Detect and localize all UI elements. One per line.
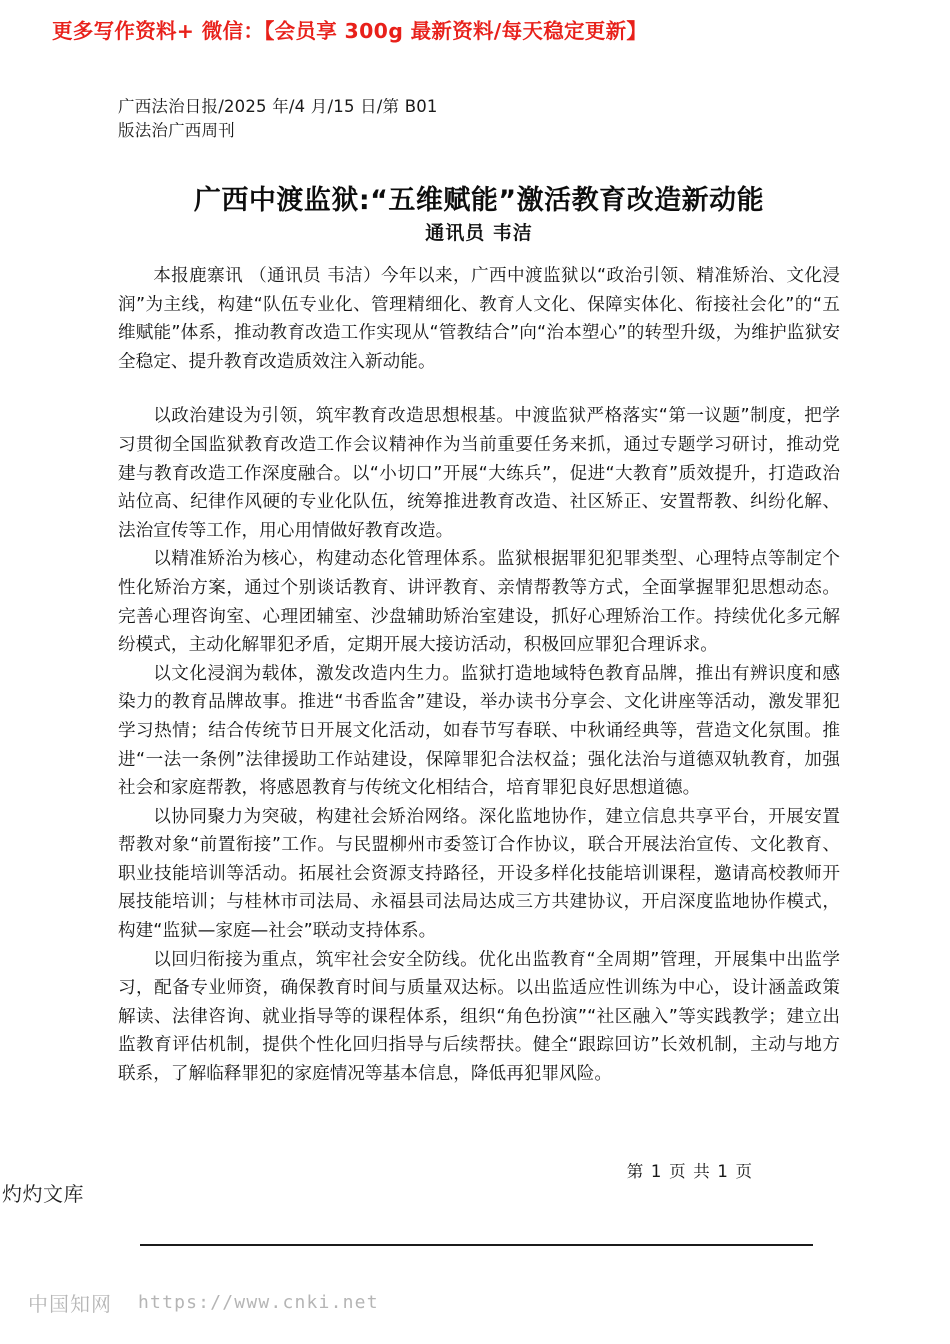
article-paragraph: 以精准矫治为核心，构建动态化管理体系。监狱根据罪犯犯罪类型、心理特点等制定个性化矫治方案，通过个别谈话教育、讲评教育、亲情帮教等方式，全面掌握罪犯思想动态。完善心理咨询室、心理团辅室、沙盘辅助矫治室建设，抓好心理矫治工作。持续优化多元解纷模式，主动化解罪犯矛盾，定期开展大接访活动，积极回应罪犯合理诉求。: [118, 549, 840, 656]
article-body: [118, 262, 840, 1089]
masthead: [118, 95, 538, 143]
footer-divider: [140, 1244, 813, 1246]
masthead-line-2: 版法治广西周刊: [118, 121, 235, 140]
library-watermark: 灼灼文库: [2, 1182, 84, 1206]
cnki-url: https://www.cnki.net: [138, 1292, 379, 1313]
article-paragraph: 以协同聚力为突破，构建社会矫治网络。深化监地协作，建立信息共享平台，开展安置帮教对象“前置衔接”工作。与民盟柳州市委签订合作协议，联合开展法治宣传、文化教育、职业技能培训等活动。拓展社会资源支持路径，开设多样化技能培训课程，邀请高校教师开展技能培训；与桂林市司法局、永福县司法局达成三方共建协议，开启深度监地协作模式，构建“监狱—家庭—社会”联动支持体系。: [118, 806, 840, 942]
article-headline: 广西中渡监狱:“五维赋能”激活教育改造新动能: [193, 185, 765, 217]
article-paragraph: 本报鹿寨讯 （通讯员 韦洁）今年以来，广西中渡监狱以“政治引领、精准矫治、文化浸润”为主线，构建“队伍专业化、管理精细化、教育人文化、保障实体化、衔接社会化”的“五维赋能”体系，推动教育改造工作实现从“管教结合”向“治本塑心”的转型升级，为维护监狱安全稳定、提升教育改造质效注入新动能。: [118, 266, 840, 372]
article-byline: 通讯员 韦洁: [425, 222, 533, 244]
cnki-watermark: [28, 1288, 379, 1317]
page-number: 第 1 页 共 1 页: [626, 1162, 754, 1181]
article-paragraph: 以文化浸润为载体，激发改造内生力。监狱打造地域特色教育品牌，推出有辨识度和感染力的教育品牌故事。推进“书香监舍”建设，举办读书分享会、文化讲座等活动，激发罪犯学习热情；结合传统节日开展文化活动，如春节写春联、中秋诵经典等，营造文化氛围。推进“一法一条例”法律援助工作站建设，保障罪犯合法权益；强化法治与道德双轨教育，加强社会和家庭帮教，将感恩教育与传统文化相结合，培育罪犯良好思想道德。: [118, 663, 840, 799]
masthead-line-1: 广西法治日报/2025 年/4 月/15 日/第 B01: [118, 97, 438, 116]
cnki-name: 中国知网: [28, 1292, 112, 1316]
promo-banner-text: 更多写作资料+ 微信：【会员享 300g 最新资料/每天稳定更新】: [52, 19, 648, 43]
article-paragraph: 以回归衔接为重点，筑牢社会安全防线。优化出监教育“全周期”管理，开展集中出监学习，配备专业师资，确保教育时间与质量双达标。以出监适应性训练为中心，设计涵盖政策解读、法律咨询、就业指导等的课程体系，组织“角色扮演”“社区融入”等实践教学；建立出监教育评估机制，提供个性化回归指导与后续帮扶。健全“跟踪回访”长效机制，主动与地方联系，了解临释罪犯的家庭情况等基本信息，降低再犯罪风险。: [118, 949, 840, 1085]
article-paragraph: 以政治建设为引领，筑牢教育改造思想根基。中渡监狱严格落实“第一议题”制度，把学习贯彻全国监狱教育改造工作会议精神作为当前重要任务来抓，通过专题学习研讨，推动党建与教育改造工作深度融合。以“小切口”开展“大练兵”，促进“大教育”质效提升，打造政治站位高、纪律作风硬的专业化队伍，统筹推进教育改造、社区矫正、安置帮教、纠纷化解、法治宣传等工作，用心用情做好教育改造。: [118, 406, 840, 541]
